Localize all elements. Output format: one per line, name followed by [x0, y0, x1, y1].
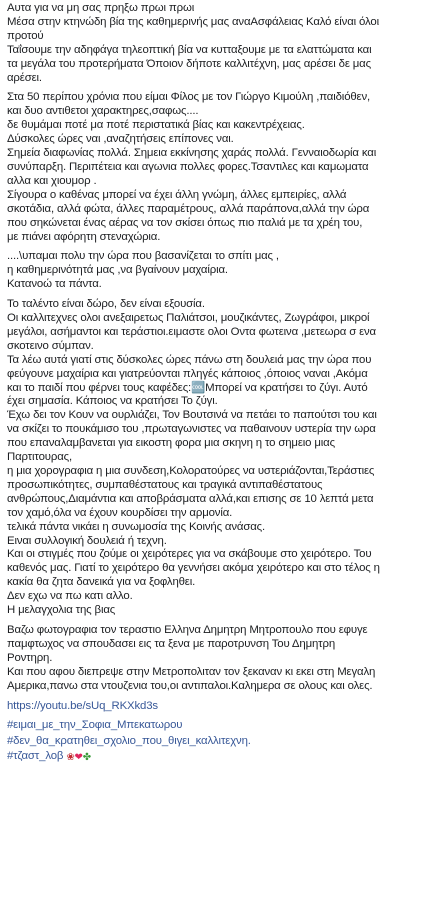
- text-line: Παρτιτουρας,: [7, 451, 72, 464]
- text-line: η μια χορογραφια η μια συνδεση,Κολορατούρες να υστεριάζονται,Τεράστιες: [7, 465, 375, 477]
- text-line: Στα 50 περίπου χρόνια που είμαι Φίλος με τον Γιώργο Κιμούλη ,παιδιόθεν,: [7, 91, 371, 104]
- text-line: Βαζω φωτογραφια τον τεραστιο Ελληνα Δημητρη Μητροπουλο που εφυγε: [7, 623, 368, 636]
- text-line: Και οι στιγμές που ζούμε οι χειρότερες για να σκάβουμε στο χειρότερο. Του: [7, 548, 372, 561]
- text-line: φεύγουνε μαχαίρια και γιατρεύονται πληγές κάποιος ,όποιος ναναι ,Ακόμα: [7, 367, 368, 380]
- paragraph-sadness: [7, 250, 436, 292]
- text-line: προσωπικότητες, συμπαθέστατους και τραγικά αντιπαθέστατους: [7, 478, 323, 491]
- text-line: Και που αφου διεπρεψε στην Μετροπολιταν τον ξεκαναν κι εκει στη Μεγαλη: [7, 665, 376, 678]
- rose-icon: ❀: [66, 751, 75, 763]
- text-line: ....\υπαμαι πολυ την ώρα που βασανίζεται το σπίτι μας ,: [7, 250, 279, 263]
- text-line: τα μεγάλα του προτερήματα Όποιον δήποτε καλλιτέχνη, μας αρέσει δε μας: [7, 57, 371, 70]
- text-line: παμφτωχος να σπουδασει εις τα ξενα με παροτρυνση Του Δημητρη: [7, 637, 336, 650]
- text-line: Δύσκολες ώρες ναι ,αναζητήσεις επίπονες ναι.: [7, 133, 234, 146]
- paragraph-photo: [7, 624, 436, 694]
- text-line: Σίγουρα ο καθένας μπορεί να έχει άλλη γνώμη, άλλες εμπειρίες, αλλά: [7, 188, 347, 201]
- text-line: και δυο αντιθετοι χαρακτηρες,σαφως....: [7, 105, 199, 118]
- text-line: Ταΐσουμε την αδηφάγα τηλεοπτική βία να κυτταξουμε με τα ελαττώματα και: [7, 43, 372, 56]
- text-line: σκοτεινο σύμπαν.: [7, 339, 94, 352]
- heart-icon: ❤: [74, 751, 83, 763]
- paragraph-friendship: [7, 91, 436, 244]
- text-line: δε θυμάμαι ποτέ μα ποτέ περιστατικά βίας και κακεντρέχειας.: [7, 119, 305, 132]
- paragraph-talent: [7, 298, 436, 618]
- text-line: Σημεία διαφωνίας πολλά. Σημεια εκκίνησης χαράς πολλά. Γενναιοδωρία και: [7, 147, 377, 160]
- text-line: η καθημερινότητά μας ,να βγαίνουν μαχαίρια.: [7, 264, 228, 277]
- text-line: Δεν εχω να πω κατι αλλο.: [7, 590, 133, 603]
- text-line: που σηκώνεται ένας αέρας να τον σκίσει όπως πιο παλιά με τα χρέη του,: [7, 216, 363, 229]
- text-line: Ειναι συλλογική δουλειά ή τεχνη.: [7, 534, 167, 547]
- text-line: έχει σημασία. Κάποιος να κρατήσει Το ζύγι.: [7, 395, 218, 408]
- text-line: τον χαμό,όλα να έχουν κουρδίσει την αρμονία.: [7, 506, 233, 519]
- text-line: Μέσα στην κτηνώδη βία της καθημερινής μας αναΑσφάλειας Καλό είναι όλοι: [7, 15, 379, 28]
- text-line: με πιάνει αφόρητη στεναχώρια.: [7, 230, 161, 243]
- hashtag-no-comment[interactable]: #δεν_θα_κρατηθει_σχολιο_που_θιγει_καλλιτεχνη.: [7, 734, 251, 747]
- text-line: Η μελαγχολια της βιας: [7, 604, 116, 617]
- text-line: καθενός μας. Γιατί το χειρότερο θα γεννήσει ακόμα χειρότερο και στο τέλος η: [7, 562, 380, 575]
- text-line: Αυτα για να μη σας πρηξω πρωι πρωι: [7, 2, 195, 14]
- text-line: σκοτάδια, αλλά φώτα, άλλες παραμέτρους, αλλά παράπονα,αλλά την ώρα: [7, 202, 370, 215]
- text-line: να σκίζει το πουκάμισο του ,πρωταγωνιστες να παθαινουν υστερία την ωρα: [7, 423, 376, 436]
- text-line: προτού: [7, 29, 44, 42]
- text-line: Ροντηρη.: [7, 651, 53, 664]
- text-line: κακία θα ζητα δανεικά για να ξοφληθει.: [7, 576, 196, 589]
- text-line: Αμερικα,πανω στα ντουζενια του,οι αντιπαλοι.Καλημερα σε ολους και ολες.: [7, 679, 373, 692]
- text-line: τελικά πάντα νικάει η συνωμοσία της Κοινής ανάσας.: [7, 520, 266, 533]
- text-line: αρέσει.: [7, 71, 42, 84]
- text-line: μεγάλοι, ασήμαντοι και τεράστιοι.ειμαστε ολοι Οντα φωτεινα ,μετεωρα σ ενα: [7, 325, 376, 338]
- hashtag-sofia[interactable]: #ειμαι_με_την_Σοφια_Μπεκατωρου: [7, 719, 183, 732]
- four-leaf-clover-icon: ✤: [82, 751, 92, 763]
- hashtag-just-love[interactable]: #τζαστ_λοβ: [7, 749, 64, 762]
- text-line: Οι καλλιτεχνες ολοι ανεξαιρετως Παλιάτσοι, μουζικάντες, Ζωγράφοι, μικροί: [7, 312, 370, 325]
- text-line: Τα λέω αυτά γιατί στις δύσκολες ώρες πάνω στη δουλειά μας την ώρα που: [7, 353, 372, 366]
- link-block: [7, 700, 436, 714]
- text-line: Κατανοώ τα πάντα.: [7, 278, 102, 291]
- paragraph-intro: [7, 2, 436, 85]
- text-line: Έχω δει τον Κουν να ουρλιάζει, Τον Βουτσινά να πετάει το παπούτσι του και: [7, 409, 377, 422]
- text-line: ανθρώπους,Διαμάντια και αποβράσματα αλλά,και επισης σε 10 λεπτά μετα: [7, 492, 374, 505]
- hashtags: [7, 718, 436, 765]
- text-line: Το ταλέντο είναι δώρο, δεν είναι εξουσία.: [7, 298, 205, 311]
- youtube-link[interactable]: https://youtu.be/sUq_RKXkd3s: [7, 699, 158, 712]
- text-line: αλλα και χιουμορ .: [7, 174, 97, 187]
- text-line: και το παιδί που φέρνει τους καφέδες:🆒Μπορεί να κρατήσει το ζύγι. Αυτό: [7, 381, 368, 394]
- text-line: που επαναλαμβανεται για εικοστη φορα μια σκηνη η το σημειο μιας: [7, 437, 335, 450]
- text-line: συνύπαρξη. Περιπέτεια και αγωνια πολλες φορες.Τσαντιλες και καμωματα: [7, 160, 369, 173]
